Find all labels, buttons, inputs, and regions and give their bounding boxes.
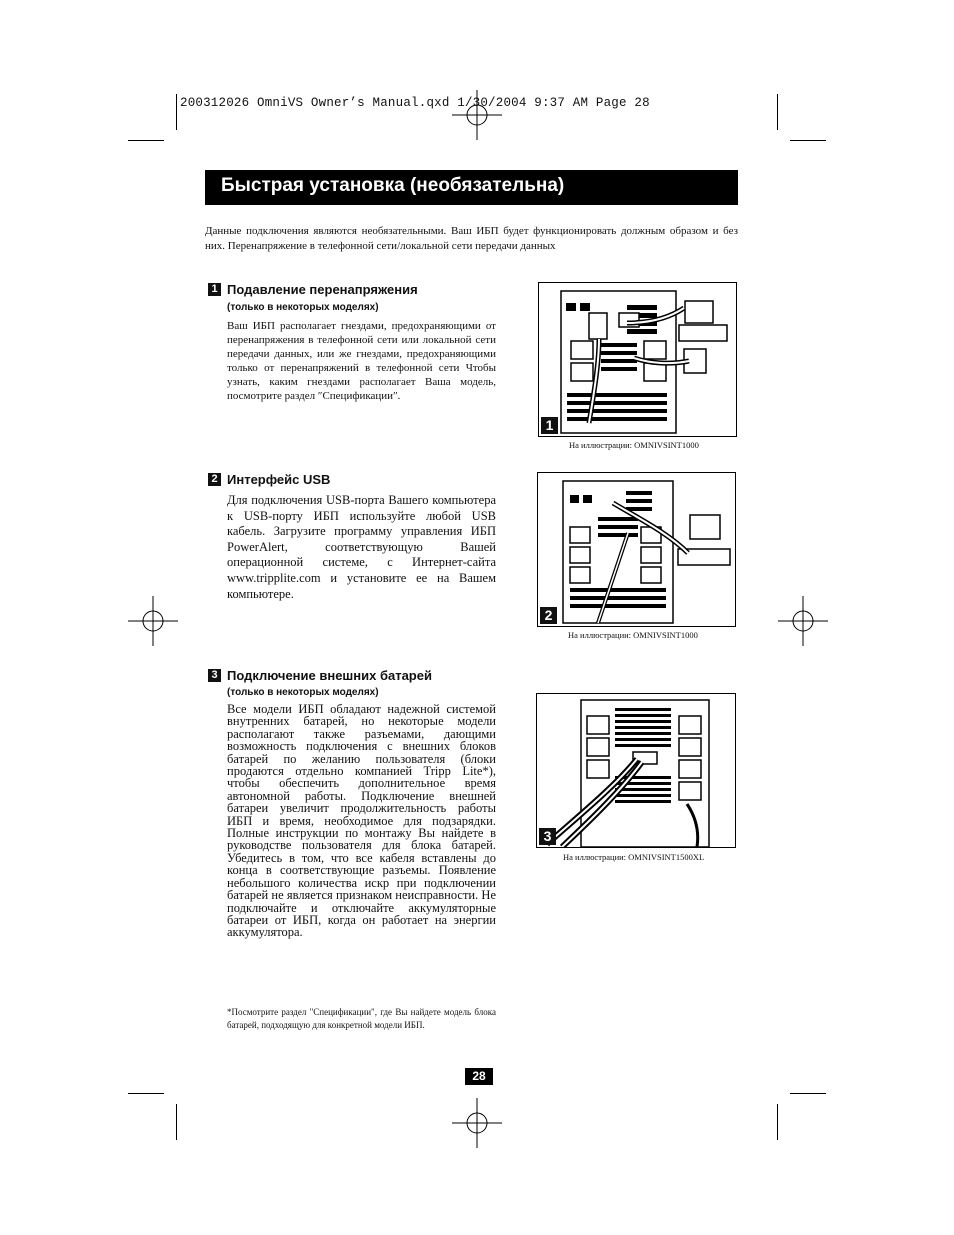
- figure-1: [538, 282, 737, 437]
- registration-mark-bottom: [452, 1098, 502, 1148]
- crop-mark: [790, 1093, 826, 1094]
- registration-mark-right: [778, 596, 828, 646]
- print-slug: 200312026 OmniVS Owner’s Manual.qxd 1/30/2004 9:37 AM Page 28: [180, 96, 650, 110]
- page-number: 28: [465, 1068, 493, 1085]
- section-2-number: 2: [208, 473, 221, 486]
- section-2-heading: Интерфейс USB: [227, 472, 331, 487]
- figure-3-number: 3: [539, 828, 556, 845]
- section-3-body: Все модели ИБП обладают надежной системой внутренних батарей, но некоторые модели располагают также разъемами, дающими возможность подключения с внешних блоков батарей по желанию пользователя (блоки продаются отдельно компанией Tripp Lite*), чтобы обеспечить дополнительное время автономной работы. Подключение внешней батареи увеличит продолжительность работы ИБП и время, необходимое для подзарядки. Полные инструкции по монтажу Вы найдете в руководстве пользователя для блока батарей. Убедитесь в том, что все кабеля вставлены до конца в соответствующие разъемы. Появление небольшого количества искр при подключении батарей не является признаком неисправности. Не подключайте и отключайте аккумуляторные батареи от ИБП, когда он работает на энергии аккумулятора.: [227, 702, 496, 940]
- page-title: Быстрая установка (необязательна): [221, 175, 565, 196]
- ups-rear-panel-illustration-2: [538, 473, 735, 626]
- crop-mark: [777, 1104, 778, 1140]
- intro-paragraph: Данные подключения являются необязательными. Ваш ИБП будет функционировать должным образом и без них. Перенапряжение в телефонной сети/локальной сети передачи данных: [205, 225, 738, 252]
- title-bar: [205, 170, 738, 205]
- registration-mark-left: [128, 596, 178, 646]
- crop-mark: [128, 140, 164, 141]
- section-3-number: 3: [208, 669, 221, 682]
- figure-1-number: 1: [541, 417, 558, 434]
- footnote: *Посмотрите раздел "Спецификации", где Вы найдете модель блока батарей, подходящую для конкретной модели ИБП.: [227, 1007, 496, 1030]
- crop-mark: [176, 1104, 177, 1140]
- crop-mark: [128, 1093, 164, 1094]
- figure-2-caption: На иллюстрации: OMNIVSINT1000: [568, 630, 698, 640]
- ups-rear-panel-illustration-3: [537, 694, 735, 847]
- section-3-heading: Подключение внешних батарей: [227, 668, 432, 683]
- section-1-number: 1: [208, 283, 221, 296]
- figure-1-caption: На иллюстрации: OMNIVSINT1000: [569, 440, 699, 450]
- figure-3: [536, 693, 736, 848]
- section-3-subheading: (только в некоторых моделях): [227, 687, 379, 698]
- section-2-body: Для подключения USB-порта Вашего компьютера к USB-порту ИБП используйте любой USB кабель. Загрузите программу управления ИБП PowerAlert, соответствующую Вашей операционной системе, с Интернет-сайта www.tripplite.com и установите ее на Вашем компьютере.: [227, 493, 496, 601]
- section-1-subheading: (только в некоторых моделях): [227, 302, 379, 313]
- crop-mark: [790, 140, 826, 141]
- ups-rear-panel-illustration-1: [539, 283, 736, 436]
- figure-2: [537, 472, 736, 627]
- section-1-heading: Подавление перенапряжения: [227, 282, 418, 297]
- figure-3-caption: На иллюстрации: OMNIVSINT1500XL: [563, 852, 705, 862]
- crop-mark: [777, 94, 778, 130]
- section-1-body: Ваш ИБП располагает гнездами, предохраняющими от перенапряжения в телефонной сети или локальной сети передачи данных, или же гнездами, предохраняющими только от перенапряжений в телефонной сети Чтобы узнать, каким гнездами располагает Ваша модель, посмотрите раздел ″Спецификации″.: [227, 320, 496, 402]
- figure-2-number: 2: [540, 607, 557, 624]
- crop-mark: [176, 94, 177, 130]
